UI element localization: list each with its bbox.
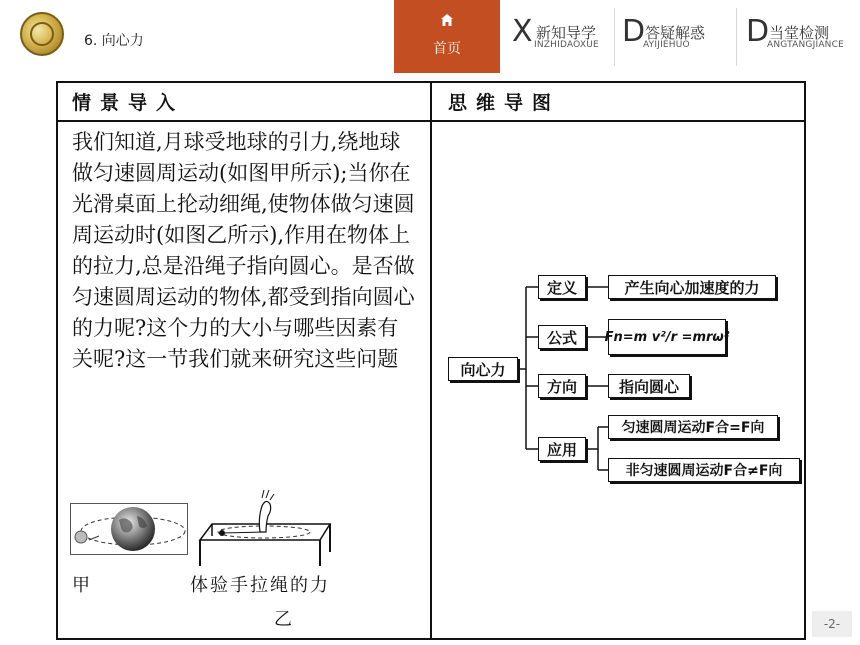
hand-string-figure <box>192 488 340 568</box>
home-icon <box>441 14 453 26</box>
home-label: 首页 <box>433 41 461 57</box>
intro-paragraph: 我们知道,月球受地球的引力,绕地球做匀速圆周运动(如图甲所示);当你在光滑桌面上抡动细绳,使物体做匀速圆周运动时(如图乙所示),作用在物体上的拉力,总是沿绳子指向圆心。是否做匀速圆周运动的物体,都受到指向圆心的力呢?这个力的大小与哪些因素有关呢?这一节我们就来研究这些问题 <box>72 130 415 371</box>
nav-initial: X <box>512 14 533 49</box>
mindmap-branch-definition: 定义 <box>538 275 586 299</box>
header-divider <box>58 120 804 122</box>
earth-moon-figure <box>70 503 188 555</box>
lesson-title: 6. 向心力 <box>84 33 144 49</box>
nav-label: 答疑解惑 <box>645 24 706 42</box>
nav-pinyin: INZHIDAOXUE <box>534 40 599 50</box>
top-bar <box>0 0 860 75</box>
nav-dangtang-jiance[interactable] <box>746 0 858 73</box>
nav-initial: D <box>622 14 646 49</box>
nav-pinyin: AYIJIEHUO <box>643 40 690 50</box>
home-button[interactable] <box>394 0 500 73</box>
mindmap-detail-direction: 指向圆心 <box>608 374 690 398</box>
col-header-intro: 情景导入 <box>72 92 185 114</box>
mindmap-detail-formula: Fn=m v²/r =mrω² <box>608 319 726 355</box>
nav-xinzhi-daoxue[interactable] <box>512 0 612 73</box>
mindmap-branch-formula: 公式 <box>538 325 586 349</box>
nav-dayi-jiehuo[interactable] <box>622 0 722 73</box>
mindmap-detail-nonuniform: 非匀速圆周运动F合≠F向 <box>608 458 800 482</box>
figure-caption-desc: 体验手拉绳的力 <box>190 575 330 596</box>
nav-initial: D <box>746 14 770 49</box>
mindmap-detail-definition: 产生向心加速度的力 <box>608 275 776 299</box>
nav-divider <box>614 8 615 66</box>
mindmap-branch-application: 应用 <box>538 437 586 461</box>
page-number: -2- <box>812 611 852 637</box>
mindmap-root: 向心力 <box>448 357 518 381</box>
nav-label: 新知导学 <box>536 24 597 42</box>
nav-pinyin: ANGTANGJIANCE <box>767 40 844 50</box>
col-header-mindmap: 思维导图 <box>448 92 561 114</box>
nav-divider <box>736 8 737 66</box>
nav-label: 当堂检测 <box>769 24 830 42</box>
school-logo-icon <box>20 12 64 56</box>
mindmap-detail-uniform: 匀速圆周运动F合=F向 <box>608 415 778 439</box>
mindmap-branch-direction: 方向 <box>538 374 586 398</box>
figure-caption-yi: 乙 <box>274 609 292 630</box>
content-table <box>56 81 806 640</box>
figure-caption-jia: 甲 <box>72 575 90 596</box>
